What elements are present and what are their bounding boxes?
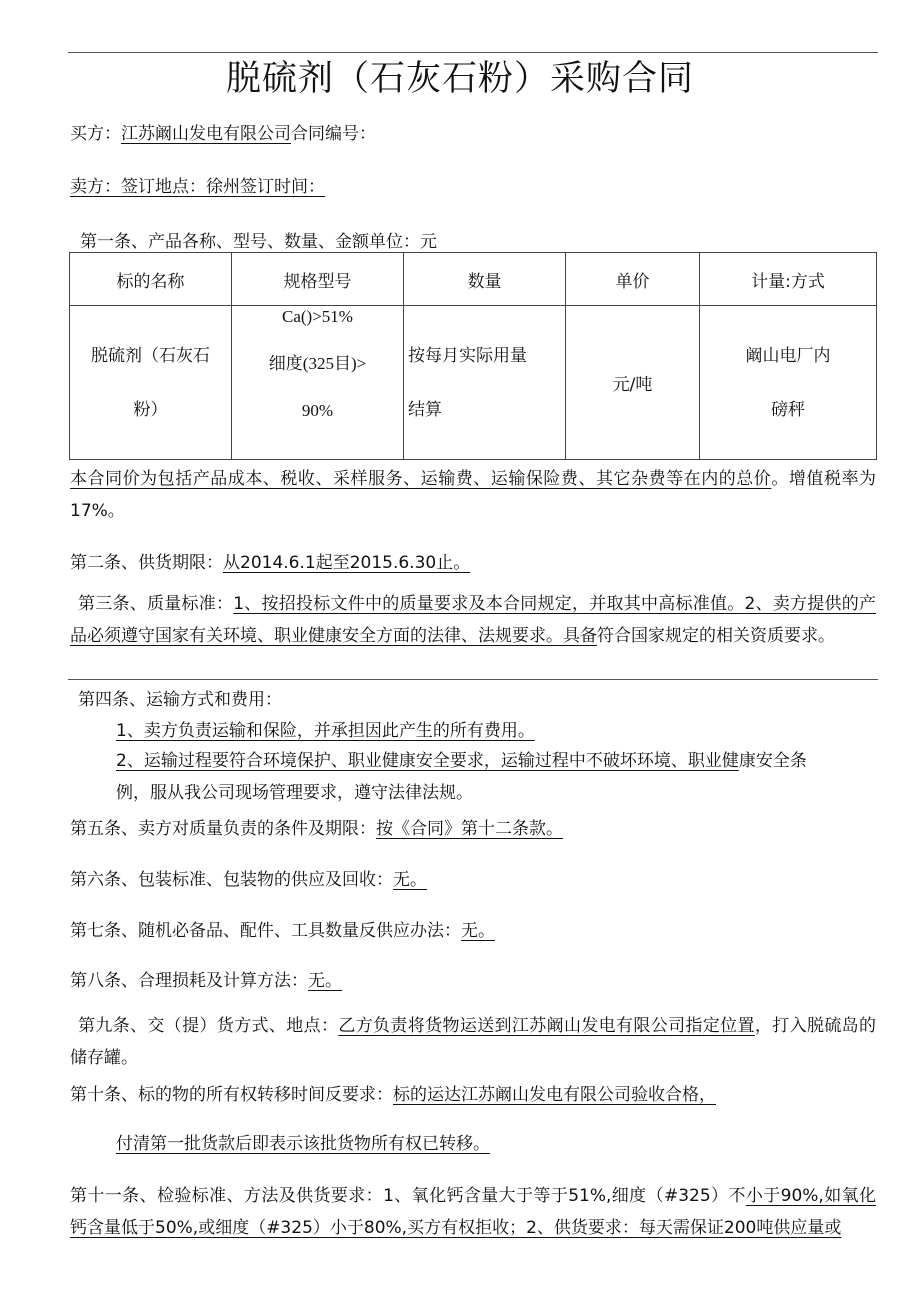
top-rule: [68, 52, 878, 53]
quantity-line2: 结算: [408, 399, 442, 420]
article7-value: 无。: [461, 921, 495, 941]
article10-label: 第十条、标的物的所有权转移时间反要求：: [70, 1085, 393, 1105]
measurement-line1: 阚山电厂内: [745, 345, 831, 366]
article5: [70, 816, 563, 842]
article6-label: 第六条、包装标准、包装物的供应及回收：: [70, 870, 393, 890]
quantity-line1: 按每月实际用量: [408, 345, 527, 366]
article4-label: 第四条、运输方式和费用：: [78, 690, 282, 710]
section-divider: [68, 679, 878, 680]
price-note: [70, 463, 876, 527]
header-spec: 规格型号: [232, 253, 404, 306]
article11-value-main: 小于90%,如氧化钙含量低于50%,或细度（#325）小于80%,买方有权拒收；2、供货要求：每天需保证200吨供应量或: [70, 1186, 876, 1238]
article8-label: 第八条、合理损耗及计算方法：: [70, 971, 308, 991]
article4-item2-main: 2、运输过程要符合环境保护、职业健康安全要求，运输过程中不破坏环境、职业健: [116, 751, 739, 771]
seller-label: 卖方：: [70, 177, 121, 197]
cell-spec: [232, 306, 404, 460]
article4-item1: [116, 718, 535, 744]
article8: [70, 968, 342, 994]
article4-item1-text: 1、卖方负责运输和保险，并承担因此产生的所有费用。: [116, 721, 535, 741]
article1-heading: 第一条、产品各称、型号、数量、金额单位：元: [80, 232, 437, 252]
header-measurement: 计量:方式: [700, 253, 877, 306]
article3-label: 第三条、质量标准：: [78, 594, 234, 614]
signing-place: 徐州: [206, 177, 240, 197]
article3-value-rest: 符合国家规定的相关资质要求。: [597, 626, 835, 646]
article10-value: 标的运达江苏阚山发电有限公司验收合格，: [393, 1085, 716, 1105]
article3: [70, 588, 876, 652]
article9: [70, 1010, 876, 1074]
contract-number-label: 合同编号：: [291, 124, 376, 144]
article11: [70, 1180, 876, 1244]
article10-cont: [116, 1131, 490, 1157]
buyer-name: 江苏阚山发电有限公司: [121, 124, 291, 144]
product-name-line1: 脱硫剂（石灰石: [91, 345, 210, 366]
article2-value: 从2014.6.1起至2015.6.30止。: [223, 553, 471, 573]
header-unit-price: 单价: [566, 253, 700, 306]
signing-place-label: 签订地点：: [121, 177, 206, 197]
product-table: [69, 252, 877, 460]
article9-value-rest: ，打入脱硫岛的储存罐。: [70, 1016, 877, 1068]
article2: [70, 550, 470, 576]
cell-unit-price: 元/吨: [566, 306, 700, 460]
document-title: 脱硫剂（石灰石粉）采购合同: [225, 59, 694, 99]
header-quantity: 数量: [404, 253, 566, 306]
buyer-label: 买方：: [70, 124, 121, 144]
article9-value-main: 乙方负责将货物运送到江苏阚山发电有限公司指定位置: [338, 1016, 755, 1036]
spec-line1: Ca()>51%: [282, 307, 353, 326]
buyer-line: [70, 121, 376, 147]
article11-label: 第十一条、检验标准、方法及供货要求：: [70, 1186, 384, 1206]
article4-item2: [116, 748, 807, 774]
article9-label: 第九条、交（提）货方式、地点：: [78, 1016, 339, 1036]
article7-label: 第七条、随机必备品、配件、工具数量反供应办法：: [70, 921, 461, 941]
article5-value: 按《合同》第十二条款。: [376, 819, 563, 839]
article6: [70, 867, 427, 893]
signing-time-label: 签订时间：: [240, 177, 325, 197]
spec-line3: 90%: [301, 401, 334, 420]
article11-value-a: 1、氧化钙含量大于等于51%,细度（#325）不: [383, 1186, 746, 1206]
article2-label: 第二条、供货期限：: [70, 553, 223, 573]
table-header-row: [70, 253, 877, 306]
cell-product-name: [70, 306, 232, 460]
header-name: 标的名称: [70, 253, 232, 306]
article10: [70, 1082, 716, 1108]
cell-measurement: [700, 306, 877, 460]
seller-line: [70, 174, 325, 200]
article4-item2-cont: 例，服从我公司现场管理要求，遵守法律法规。: [116, 783, 473, 803]
measurement-line2: 磅秤: [771, 399, 805, 420]
article10-line2: 付清第一批货款后即表示该批货物所有权已转移。: [116, 1134, 490, 1154]
price-note-main: 本合同价为包括产品成本、税收、采样服务、运输费、运输保险费、其它杂费等在内的总价: [70, 469, 772, 489]
spec-line2: 细度(325目)>: [268, 354, 367, 373]
cell-quantity: [404, 306, 566, 460]
price-note-tax: 。增值税率为17%。: [70, 469, 877, 521]
article6-value: 无。: [393, 870, 427, 890]
article4-item2-rest: 康安全条: [738, 751, 807, 771]
article5-label: 第五条、卖方对质量负责的条件及期限：: [70, 819, 376, 839]
table-row: [70, 306, 877, 460]
product-name-line2: 粉）: [133, 399, 168, 420]
article8-value: 无。: [308, 971, 342, 991]
article3-value-main: 1、按招投标文件中的质量要求及本合同规定，并取其中高标准值。2、卖方提供的产品必须遵守国家有关环境、职业健康安全方面的法律、法规要求。具备: [70, 594, 877, 646]
article7: [70, 918, 495, 944]
